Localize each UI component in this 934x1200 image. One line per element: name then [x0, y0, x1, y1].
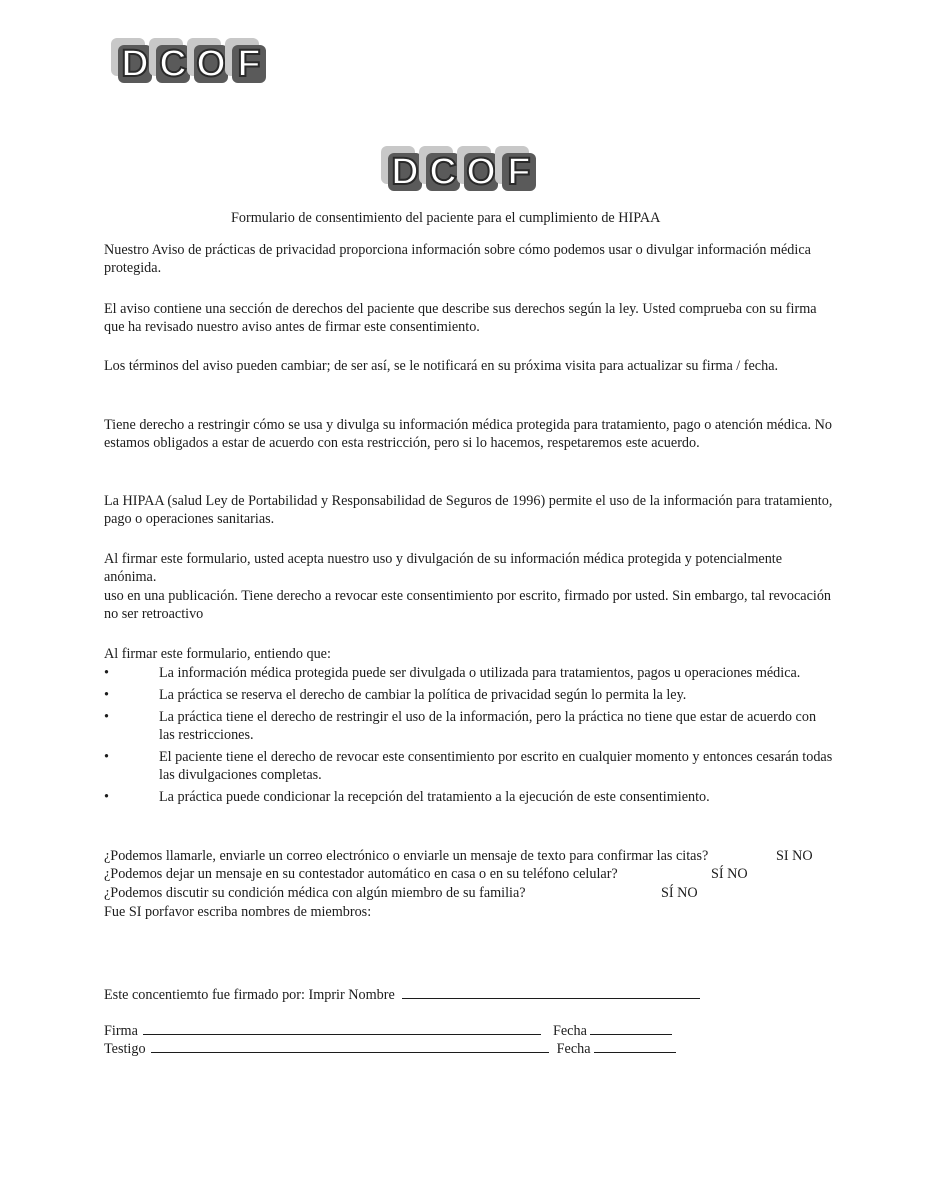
print-name-line[interactable] — [402, 985, 700, 999]
logo-letter: D — [388, 153, 422, 191]
question-leave-message: ¿Podemos dejar un mensaje en su contestador automático en casa o en su teléfono celular? — [104, 866, 618, 882]
list-item — [104, 708, 834, 744]
list-item — [104, 788, 834, 806]
dcof-logo-center — [388, 153, 536, 191]
list-item-text: La información médica protegida puede ser divulgada o utilizada para tratamientos, pagos u operaciones médica. — [159, 665, 801, 681]
logo-letter: F — [502, 153, 536, 191]
paragraph-revocation: uso en una publicación. Tiene derecho a revocar este consentimiento por escrito, firmado por usted. Sin embargo, tal revocación no ser retroactivo — [104, 588, 832, 622]
paragraph-patient-rights: El aviso contiene una sección de derechos del paciente que describe sus derechos según la ley. Usted comprueba con su firma que ha revisado nuestro aviso antes de firmar este consentimiento. — [104, 301, 817, 335]
testigo-label: Testigo — [104, 1041, 146, 1057]
paragraph-terms-change: Los términos del aviso pueden cambiar; de ser así, se le notificará en su próxima visita para actualizar su firma / fecha. — [104, 358, 779, 374]
testigo-row — [104, 1039, 676, 1058]
list-item-text: La práctica tiene el derecho de restringir el uso de la información, pero la práctica no tiene que estar de acuerdo con las restricciones. — [159, 709, 817, 743]
list-item — [104, 664, 834, 682]
paragraph-hipaa: La HIPAA (salud Ley de Portabilidad y Responsabilidad de Seguros de 1996) permite el uso de la información para tratamiento, pago o operaciones sanitarias. — [104, 493, 833, 527]
question-confirm-appointments: ¿Podemos llamarle, enviarle un correo electrónico o enviarle un mensaje de texto para confirmar las citas? — [104, 848, 709, 864]
witness-date-line[interactable] — [594, 1039, 676, 1053]
firma-label: Firma — [104, 1023, 138, 1039]
logo-letter: D — [118, 45, 152, 83]
paragraph-understand: Al firmar este formulario, entiendo que: — [104, 646, 331, 662]
yes-no-options[interactable]: SÍ NO — [711, 866, 748, 882]
consent-bullet-list — [104, 664, 834, 810]
logo-letter: O — [464, 153, 498, 191]
bullet-icon: • — [104, 749, 109, 765]
fecha-label: Fecha — [552, 1023, 587, 1039]
yes-no-options[interactable]: SI NO — [776, 848, 813, 864]
list-item-text: La práctica puede condicionar la recepción del tratamiento a la ejecución de este consentimiento. — [159, 789, 710, 805]
question-family-discussion: ¿Podemos discutir su condición médica con algún miembro de su familia? — [104, 885, 526, 901]
bullet-icon: • — [104, 687, 109, 703]
bullet-icon: • — [104, 665, 109, 681]
list-item-text: La práctica se reserva el derecho de cambiar la política de privacidad según lo permita la ley. — [159, 687, 687, 703]
fecha-label: Fecha — [556, 1041, 591, 1057]
dcof-logo-top — [118, 45, 266, 83]
logo-letter: F — [232, 45, 266, 83]
form-title: Formulario de consentimiento del paciente para el cumplimiento de HIPAA — [231, 210, 661, 226]
list-item-text: El paciente tiene el derecho de revocar este consentimiento por escrito en cualquier momento y entonces cesarán todas las divulgaciones completas. — [159, 749, 833, 783]
signature-line[interactable] — [143, 1021, 541, 1035]
list-item — [104, 686, 834, 704]
family-members-note: Fue SI porfavor escriba nombres de miembros: — [104, 904, 372, 920]
logo-letter: C — [426, 153, 460, 191]
firma-row — [104, 1021, 672, 1040]
paragraph-restriction-right: Tiene derecho a restringir cómo se usa y divulga su información médica protegida para tratamiento, pago o atención médica. No estamos obligados a estar de acuerdo con esta restricción, pero si lo hacemos, respetaremos este acuerdo. — [104, 417, 832, 451]
list-item — [104, 748, 834, 784]
bullet-icon: • — [104, 789, 109, 805]
paragraph-privacy-notice: Nuestro Aviso de prácticas de privacidad proporciona información sobre cómo podemos usar o divulgar información médica protegida. — [104, 242, 811, 276]
signed-by-label: Este concentiemto fue firmado por: Imprir Nombre — [104, 987, 395, 1003]
yes-no-options[interactable]: SÍ NO — [661, 885, 698, 901]
signed-by-row — [104, 985, 700, 1004]
logo-letter: C — [156, 45, 190, 83]
logo-letter: O — [194, 45, 228, 83]
witness-line[interactable] — [151, 1039, 549, 1053]
paragraph-consent-use: Al firmar este formulario, usted acepta nuestro uso y divulgación de su información médica protegida y potencialmente anónima. — [104, 551, 783, 585]
date-line[interactable] — [590, 1021, 672, 1035]
bullet-icon: • — [104, 709, 109, 725]
